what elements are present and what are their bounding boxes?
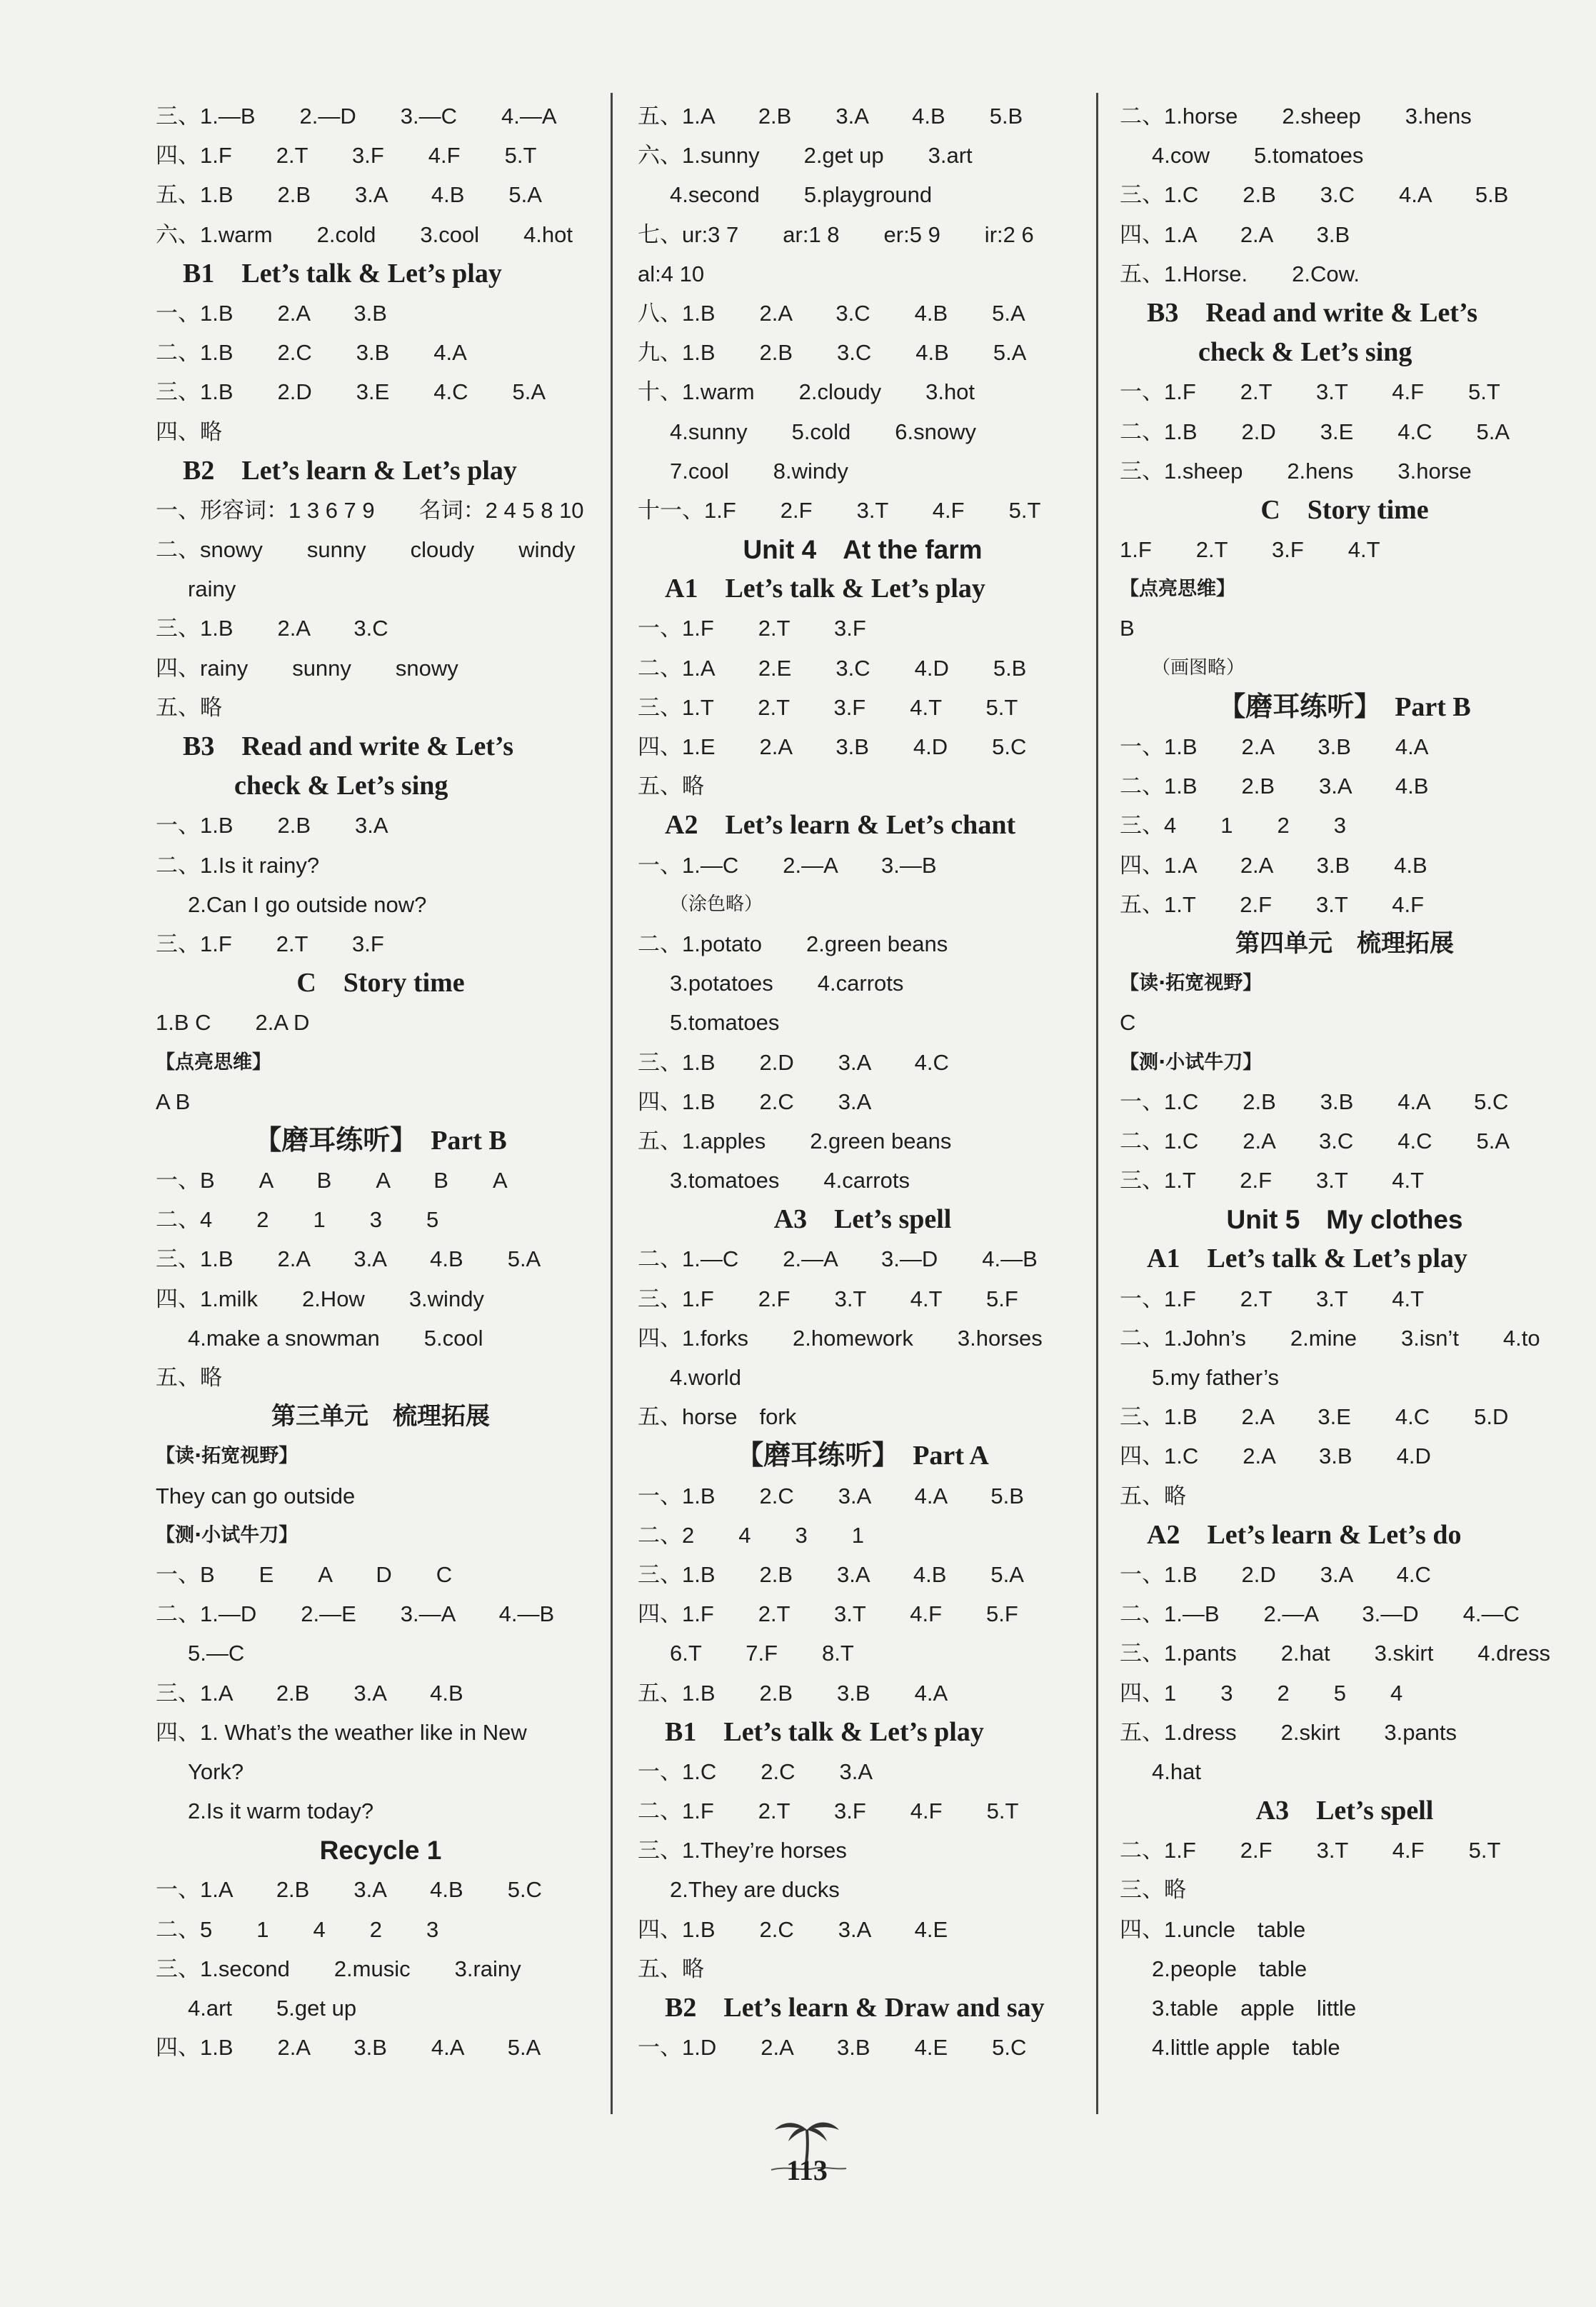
section-heading: B1 Let’s talk & Let’s play	[183, 258, 502, 289]
answer-line: 十一、1.F 2.F 3.T 4.F 5.T	[638, 497, 1041, 523]
answer-line: 二、1.F 2.T 3.F 4.F 5.T	[638, 1798, 1019, 1824]
answer-line: 六、1.warm 2.cold 3.cool 4.hot	[156, 221, 573, 247]
answer-line: 五、略	[638, 774, 704, 799]
answer-line: 三、1.T 2.F 3.T 4.T	[1120, 1168, 1425, 1193]
answer-line: 7.cool 8.windy	[670, 458, 848, 484]
section-heading: C Story time	[296, 968, 465, 999]
answer-line: 三、1.—B 2.—D 3.—C 4.—A	[156, 104, 557, 129]
answer-line: 二、5 1 4 2 3	[156, 1916, 439, 1942]
answer-line: 四、1.milk 2.How 3.windy	[156, 1286, 484, 1311]
answer-line: 2.people table	[1152, 1956, 1308, 1981]
answer-line: 4.world	[670, 1365, 741, 1390]
answer-line: 4.little apple table	[1152, 2035, 1340, 2061]
answer-line: 四、1. What’s the weather like in New	[156, 1719, 527, 1745]
answer-line: 一、1.C 2.C 3.A	[638, 1758, 873, 1784]
answer-line: 二、1.B 2.C 3.B 4.A	[156, 340, 467, 366]
answer-line: 四、1 3 2 5 4	[1120, 1680, 1403, 1706]
section-heading: B3 Read and write & Let’s	[183, 731, 513, 761]
answer-line: 五、1.A 2.B 3.A 4.B 5.B	[638, 104, 1023, 129]
answer-line: 一、B E A D C	[156, 1561, 453, 1587]
answer-line: 三、1.F 2.F 3.T 4.T 5.F	[638, 1286, 1018, 1311]
answer-line: 四、rainy sunny snowy	[156, 655, 458, 681]
answer-line: 五、1.B 2.B 3.A 4.B 5.A	[156, 182, 542, 208]
answer-line: 四、略	[156, 419, 222, 444]
answer-line: 八、1.B 2.A 3.C 4.B 5.A	[638, 300, 1025, 326]
answer-line: al:4 10	[638, 261, 705, 286]
answer-line: 四、1.A 2.A 3.B	[1120, 221, 1350, 247]
answer-line: 三、1.B 2.D 3.E 4.C 5.A	[156, 379, 546, 405]
page-number: 113	[786, 2154, 828, 2186]
answer-line: 一、形容词：1 3 6 7 9 名词：2 4 5 8 10	[156, 497, 584, 523]
subsection-tag: 【点亮思维】	[1120, 578, 1235, 601]
answer-line: 一、1.B 2.B 3.A	[156, 813, 388, 839]
answer-column-3	[1120, 96, 1570, 2067]
answer-line: 三、1.B 2.A 3.C	[156, 616, 388, 641]
column-divider-right	[1096, 93, 1098, 2114]
answer-line: 十、1.warm 2.cloudy 3.hot	[638, 379, 975, 405]
answer-line: 二、1.B 2.B 3.A 4.B	[1120, 774, 1429, 799]
answer-line: 三、1.B 2.A 3.E 4.C 5.D	[1120, 1404, 1509, 1430]
answer-line: 五、略	[638, 1956, 704, 1981]
answer-line: 九、1.B 2.B 3.C 4.B 5.A	[638, 340, 1027, 366]
subsection-tag: 【点亮思维】	[156, 1051, 271, 1074]
answer-line: 一、1.F 2.T 3.T 4.F 5.T	[1120, 379, 1500, 405]
section-heading: B1 Let’s talk & Let’s play	[665, 1716, 984, 1747]
answer-line: 6.T 7.F 8.T	[670, 1641, 854, 1666]
answer-line: 一、1.D 2.A 3.B 4.E 5.C	[638, 2035, 1027, 2061]
answer-line: 一、1.A 2.B 3.A 4.B 5.C	[156, 1877, 542, 1903]
answer-line: 五、1.apples 2.green beans	[638, 1128, 952, 1154]
answer-line: 五、1.Horse. 2.Cow.	[1120, 261, 1360, 286]
section-heading: B2 Let’s learn & Let’s play	[183, 455, 517, 486]
answer-line: 2.Is it warm today?	[188, 1798, 374, 1824]
answer-line: 五、1.B 2.B 3.B 4.A	[638, 1680, 948, 1706]
answer-line: 5.—C	[188, 1641, 245, 1666]
answer-line: 四、1.A 2.A 3.B 4.B	[1120, 852, 1427, 878]
answer-line: 五、1.T 2.F 3.T 4.F	[1120, 891, 1425, 917]
answer-line: 一、1.B 2.A 3.B	[156, 300, 387, 326]
answer-line: 五、略	[1120, 1483, 1186, 1508]
answer-line: They can go outside	[156, 1483, 356, 1508]
listening-part-heading: 【磨耳练听】 Part B	[1218, 691, 1471, 722]
answer-line: 二、1.—D 2.—E 3.—A 4.—B	[156, 1601, 555, 1627]
answer-line: 3.potatoes 4.carrots	[670, 971, 904, 996]
answer-line: 二、1.potato 2.green beans	[638, 931, 948, 956]
answer-line: rainy	[188, 576, 236, 602]
answer-line: 4.art 5.get up	[188, 1996, 357, 2021]
answer-line: 二、1.C 2.A 3.C 4.C 5.A	[1120, 1128, 1510, 1154]
column-divider-left	[611, 93, 613, 2114]
answer-line: 5.tomatoes	[670, 1010, 780, 1036]
answer-line: 一、1.B 2.C 3.A 4.A 5.B	[638, 1483, 1024, 1508]
section-heading: A2 Let’s learn & Let’s chant	[665, 810, 1016, 841]
subsection-tag: 【读·拓宽视野】	[1120, 972, 1263, 995]
answer-line: 二、1.A 2.E 3.C 4.D 5.B	[638, 655, 1027, 681]
answer-line: 四、1.B 2.C 3.A	[638, 1089, 872, 1114]
answer-line: 2.Can I go outside now?	[188, 891, 427, 917]
answer-line: 四、1.uncle table	[1120, 1916, 1306, 1942]
answer-line: 4.hat	[1152, 1758, 1201, 1784]
answer-line: 一、1.B 2.D 3.A 4.C	[1120, 1561, 1431, 1587]
answer-line: 4.cow 5.tomatoes	[1152, 143, 1364, 169]
answer-line: 二、4 2 1 3 5	[156, 1207, 439, 1233]
answer-line: 二、1.B 2.D 3.E 4.C 5.A	[1120, 419, 1510, 444]
answer-line: 5.my father’s	[1152, 1365, 1280, 1390]
answer-line: 二、1.Is it rainy?	[156, 852, 320, 878]
answer-line: 三、4 1 2 3	[1120, 813, 1346, 839]
subsection-tag: 【测·小试牛刀】	[1120, 1051, 1263, 1074]
answer-line: 五、略	[156, 694, 222, 720]
answer-line: 五、略	[156, 1365, 222, 1390]
answer-line: B	[1120, 616, 1135, 641]
answer-line: 二、2 4 3 1	[638, 1522, 864, 1548]
section-heading: A1 Let’s talk & Let’s play	[665, 574, 985, 604]
section-heading: A2 Let’s learn & Let’s do	[1147, 1519, 1462, 1550]
answer-line: 一、1.C 2.B 3.B 4.A 5.C	[1120, 1089, 1509, 1114]
answer-line: 一、1.—C 2.—A 3.—B	[638, 852, 937, 878]
subsection-tag: 【测·小试牛刀】	[156, 1523, 298, 1546]
answer-line: 三、略	[1120, 1877, 1186, 1903]
answer-line: 五、horse fork	[638, 1404, 797, 1430]
answer-line: 4.make a snowman 5.cool	[188, 1325, 483, 1351]
answer-line: 三、1.pants 2.hat 3.skirt 4.dress	[1120, 1641, 1550, 1666]
answer-line: 三、1.B 2.A 3.A 4.B 5.A	[156, 1246, 541, 1272]
answer-line: 三、1.They’re horses	[638, 1838, 847, 1863]
answer-line: A B	[156, 1089, 191, 1114]
answer-line: 四、1.B 2.C 3.A 4.E	[638, 1916, 948, 1942]
section-heading: C Story time	[1260, 494, 1429, 525]
answer-line: 二、snowy sunny cloudy windy	[156, 537, 576, 563]
answer-line: 4.second 5.playground	[670, 182, 933, 208]
listening-part-heading: 【磨耳练听】 Part A	[736, 1441, 989, 1471]
unit-heading: Recycle 1	[319, 1836, 442, 1866]
subsection-tag: 【读·拓宽视野】	[156, 1445, 298, 1468]
answer-line: 3.table apple little	[1152, 1996, 1357, 2021]
section-heading: B2 Let’s learn & Draw and say	[665, 1993, 1045, 2023]
answer-line: 一、1.B 2.A 3.B 4.A	[1120, 734, 1429, 759]
answer-line: 五、1.dress 2.skirt 3.pants	[1120, 1719, 1457, 1745]
answer-line: 二、1.horse 2.sheep 3.hens	[1120, 104, 1472, 129]
section-heading: B3 Read and write & Let’s	[1147, 297, 1477, 328]
answer-column-1	[156, 96, 606, 2067]
answer-line: 1.B C 2.A D	[156, 1010, 310, 1036]
note-text: （画图略）	[1152, 656, 1245, 679]
answer-line: 三、1.sheep 2.hens 3.horse	[1120, 458, 1472, 484]
answer-line: 七、ur:3 7 ar:1 8 er:5 9 ir:2 6	[638, 221, 1034, 247]
answer-line: 三、1.A 2.B 3.A 4.B	[156, 1680, 463, 1706]
answer-line: 4.sunny 5.cold 6.snowy	[670, 419, 977, 444]
answer-line: 一、B A B A B A	[156, 1168, 508, 1193]
unit-heading: Unit 5 My clothes	[1226, 1205, 1463, 1235]
chapter-review-heading: 第三单元 梳理拓展	[271, 1402, 490, 1431]
section-heading: A3 Let’s spell	[1255, 1796, 1434, 1826]
answer-line: 四、1.B 2.A 3.B 4.A 5.A	[156, 2035, 541, 2061]
answer-line: 三、1.B 2.D 3.A 4.C	[638, 1049, 949, 1075]
answer-line: 六、1.sunny 2.get up 3.art	[638, 143, 973, 169]
answer-line: 二、1.—C 2.—A 3.—D 4.—B	[638, 1246, 1038, 1272]
answer-line: 二、1.John’s 2.mine 3.isn’t 4.to	[1120, 1325, 1540, 1351]
section-heading-continued: check & Let’s sing	[234, 771, 448, 801]
answer-line: 四、1.F 2.T 3.F 4.F 5.T	[156, 143, 537, 169]
answer-line: 三、1.T 2.T 3.F 4.T 5.T	[638, 694, 1018, 720]
page-footer	[764, 2114, 850, 2186]
answer-line: 1.F 2.T 3.F 4.T	[1120, 537, 1380, 563]
section-heading: A3 Let’s spell	[773, 1204, 952, 1235]
answer-column-2	[638, 96, 1088, 2067]
section-heading: A1 Let’s talk & Let’s play	[1147, 1243, 1467, 1274]
listening-part-heading: 【磨耳练听】 Part B	[254, 1125, 507, 1156]
answer-line: 四、1.C 2.A 3.B 4.D	[1120, 1443, 1431, 1469]
answer-line: 二、1.—B 2.—A 3.—D 4.—C	[1120, 1601, 1520, 1627]
chapter-review-heading: 第四单元 梳理拓展	[1235, 929, 1454, 958]
answer-line: C	[1120, 1010, 1136, 1036]
answer-line: 三、1.F 2.T 3.F	[156, 931, 384, 956]
answer-line: 三、1.C 2.B 3.C 4.A 5.B	[1120, 182, 1509, 208]
answer-line: 一、1.F 2.T 3.T 4.T	[1120, 1286, 1425, 1311]
answer-line: 四、1.E 2.A 3.B 4.D 5.C	[638, 734, 1027, 759]
answer-line: 三、1.second 2.music 3.rainy	[156, 1956, 521, 1981]
answer-line: 四、1.F 2.T 3.T 4.F 5.F	[638, 1601, 1018, 1627]
unit-heading: Unit 4 At the farm	[743, 535, 983, 565]
section-heading-continued: check & Let’s sing	[1198, 337, 1412, 368]
answer-line: York?	[188, 1758, 244, 1784]
answer-line: 一、1.F 2.T 3.F	[638, 616, 866, 641]
answer-line: 四、1.forks 2.homework 3.horses	[638, 1325, 1043, 1351]
answer-line: 三、1.B 2.B 3.A 4.B 5.A	[638, 1561, 1024, 1587]
note-text: （涂色略）	[670, 893, 763, 915]
answer-line: 3.tomatoes 4.carrots	[670, 1168, 910, 1193]
answer-line: 2.They are ducks	[670, 1877, 840, 1903]
answer-line: 二、1.F 2.F 3.T 4.F 5.T	[1120, 1838, 1501, 1863]
